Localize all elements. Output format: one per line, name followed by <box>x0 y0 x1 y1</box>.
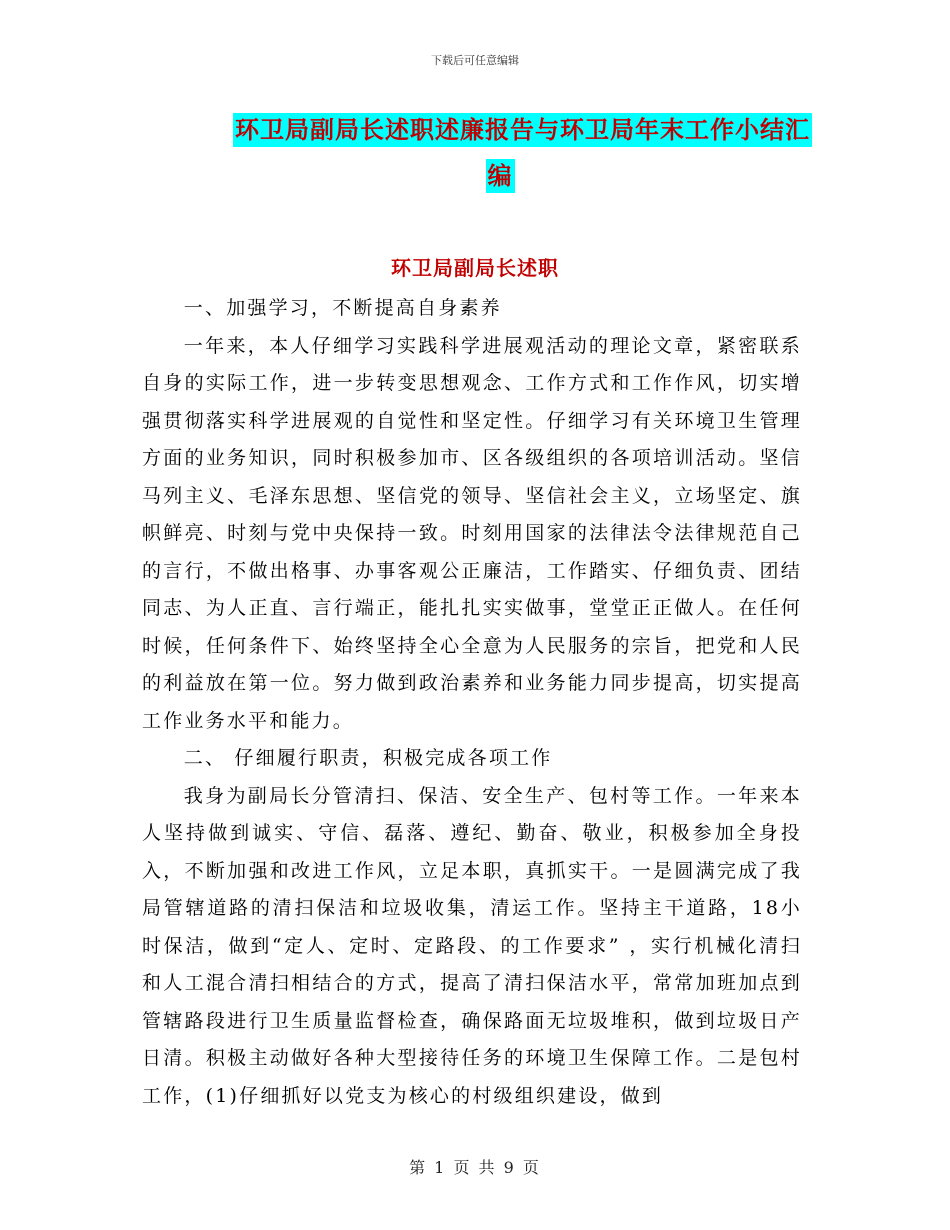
heading-1: 一、加强学习，不断提高自身素养 <box>183 297 502 319</box>
paragraph-2: 我身为副局长分管清扫、保洁、安全生产、包村等工作。一年来本人坚持做到诚实、守信、磊落、遵纪、勤奋、敬业，积极参加全身投入，不断加强和改进工作风，立足本职，真抓实干。一是圆满完成了我局管辖道路的清扫保洁和垃圾收集，清运工作。坚持主干道路，18小时保洁，做到“定人、定时、定路段、的工作要求” ，实行机械化清扫和人工混合清扫相结合的方式，提高了清扫保洁水平，常常加班加点到管辖路段进行卫生质量监督检查，确保路面无垃圾堆积，做到垃圾日产日清。积极主动做好各种大型接待任务的环境卫生保障工作。二是包村工作，(1)仔细抓好以党支为核心的村级组织建设，做到 <box>142 784 802 1107</box>
document-body <box>142 290 802 1115</box>
section-title: 环卫局副局长述职 <box>391 256 559 280</box>
document-title <box>150 113 850 193</box>
page-header: 下载后可任意编辑 <box>431 54 519 67</box>
page-footer: 第 1 页 共 9 页 <box>409 1158 541 1177</box>
heading-2: 二、 仔细履行职责，积极完成各项工作 <box>183 747 553 769</box>
title-line-1: 环卫局副局长述职述廉报告与环卫局年末工作小结汇 <box>233 113 812 147</box>
paragraph-1: 一年来，本人仔细学习实践科学进展观活动的理论文章，紧密联系自身的实际工作，进一步转变思想观念、工作方式和工作作风，切实增强贯彻落实科学进展观的自觉性和坚定性。仔细学习有关环境卫生管理方面的业务知识，同时积极参加市、区各级组织的各项培训活动。坚信马列主义、毛泽东思想、坚信党的领导、坚信社会主义，立场坚定、旗帜鲜亮、时刻与党中央保持一致。时刻用国家的法律法令法律规范自己的言行，不做出格事、办事客观公正廉洁，工作踏实、仔细负责、团结同志、为人正直、言行端正，能扎扎实实做事，堂堂正正做人。在任何时候，任何条件下、始终坚持全心全意为人民服务的宗旨，把党和人民的利益放在第一位。努力做到政治素养和业务能力同步提高，切实提高工作业务水平和能力。 <box>142 334 802 732</box>
title-line-2: 编 <box>486 159 515 193</box>
